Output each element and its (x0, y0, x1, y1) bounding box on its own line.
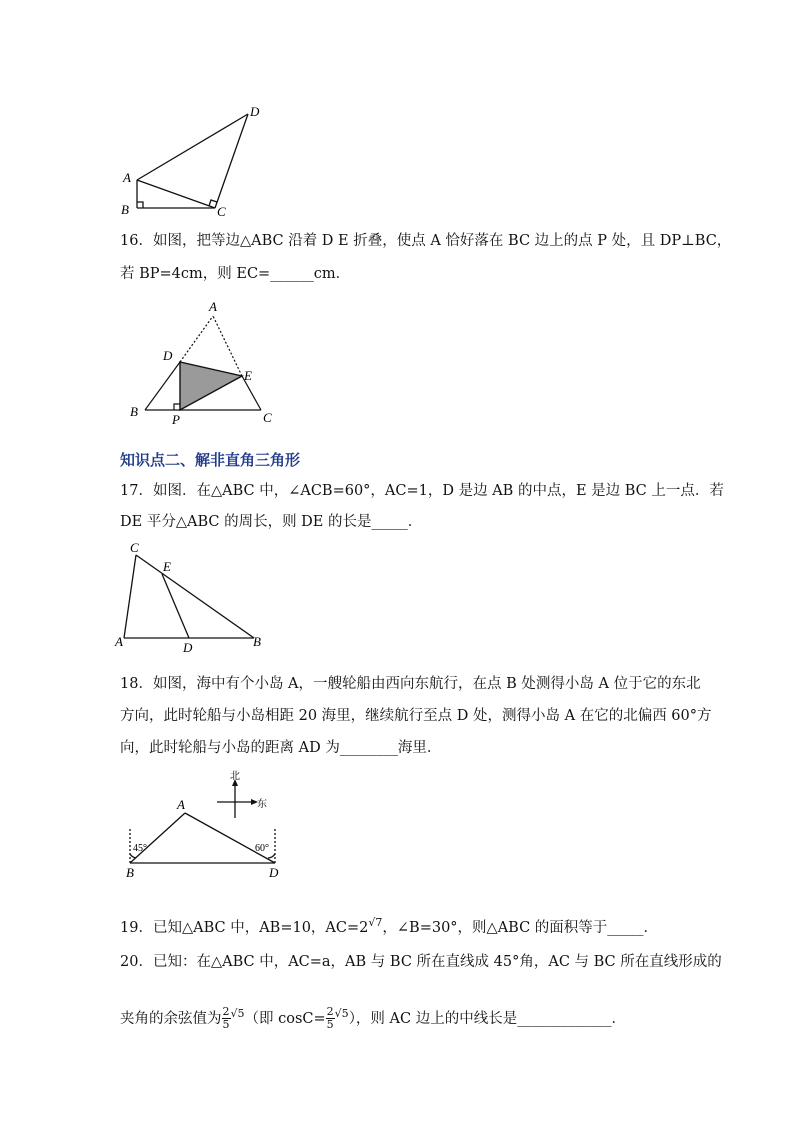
figure-15 (115, 100, 275, 220)
label-a: A (177, 797, 185, 812)
label-a: A (209, 299, 217, 314)
segment-cb (136, 555, 254, 638)
segment-dc (215, 114, 248, 208)
figure-16 (125, 298, 285, 428)
segment-ac (124, 555, 136, 638)
segment-ed (162, 574, 189, 638)
label-d: D (183, 640, 193, 655)
label-c: C (263, 410, 272, 425)
segment-ba (130, 813, 185, 863)
label-c: C (217, 204, 226, 219)
segment-ad (137, 114, 248, 180)
right-angle-b (137, 202, 143, 208)
q19-text-2: ，∠B=30°，则△ABC 的面积等于_____． (382, 919, 659, 936)
q18-line-3: 向，此时轮船与小岛的距离 AD 为________海里． (120, 740, 442, 756)
q20-sqrt5-2: √5 (334, 1007, 349, 1020)
segment-ac (137, 180, 215, 208)
label-e: E (244, 368, 252, 383)
label-p: P (172, 412, 180, 427)
label-b: B (253, 634, 261, 649)
angle-arc-b (130, 854, 136, 858)
q17-line-2: DE 平分△ABC 的周长，则 DE 的长是_____． (120, 514, 423, 530)
label-d: D (269, 865, 279, 880)
q16-line-1: 16．如图，把等边△ABC 沿着 D E 折叠，使点 A 恰好落在 BC 边上的点 P 处，且 DP⊥BC， (120, 233, 732, 249)
segment-ad (185, 813, 275, 863)
label-a: A (123, 170, 131, 185)
label-d: D (163, 348, 173, 363)
label-e: E (163, 559, 171, 574)
q19-text-1: 19．已知△ABC 中，AB=10，AC=2 (120, 919, 369, 936)
angle-arc-d (268, 854, 275, 858)
label-angle-d: 60° (255, 843, 269, 854)
q20-line-1: 20．已知：在△ABC 中，AC=a，AB 与 BC 所在直线成 45°角，AC 与 BC 所在直线形成的 (120, 954, 722, 970)
folded-triangle (180, 362, 242, 410)
label-a: A (115, 634, 123, 649)
q16-line-2: 若 BP=4cm，则 EC=______cm． (120, 266, 351, 282)
segment-da-dashed (180, 316, 213, 362)
q20-text-3: ），则 AC 边上的中线长是_____________． (348, 1010, 626, 1027)
q19-line (120, 914, 658, 937)
q18-line-2: 方向，此时轮船与小岛相距 20 海里，继续航行至点 D 处，测得小岛 A 在它的北偏西 60°方 (120, 708, 712, 724)
q20-text-1: 夹角的余弦值为 (120, 1010, 222, 1027)
q20-fraction-2: $\frac{2}{5}$ (326, 1005, 334, 1032)
q20-text-2: （即 cosC= (244, 1010, 326, 1027)
label-b: B (126, 865, 134, 880)
q19-sqrt7: √7 (368, 916, 383, 929)
right-angle-p (174, 404, 180, 410)
section-heading: 知识点二、解非直角三角形 (120, 451, 301, 469)
q20-line-2 (120, 1000, 626, 1033)
q20-fraction-1: $\frac{2}{5}$ (222, 1005, 230, 1032)
q18-line-1: 18．如图，海中有个小岛 A，一艘轮船由西向东航行，在点 B 处测得小岛 A 位于它的东北 (120, 676, 701, 692)
label-angle-b: 45° (133, 843, 147, 854)
segment-ea-dashed (213, 316, 242, 376)
label-b: B (130, 404, 138, 419)
label-north: 北 (230, 771, 240, 782)
label-east: 东 (257, 799, 267, 810)
figure-18 (115, 770, 295, 885)
label-c: C (130, 540, 139, 555)
q17-line-1: 17．如图．在△ABC 中，∠ACB=60°，AC=1，D 是边 AB 的中点，E 是边 BC 上一点．若 (120, 483, 724, 499)
segment-bd (145, 362, 180, 410)
label-b: B (121, 202, 129, 217)
q20-sqrt5-1: √5 (230, 1007, 245, 1020)
figure-17 (112, 538, 277, 656)
label-d: D (250, 104, 260, 119)
